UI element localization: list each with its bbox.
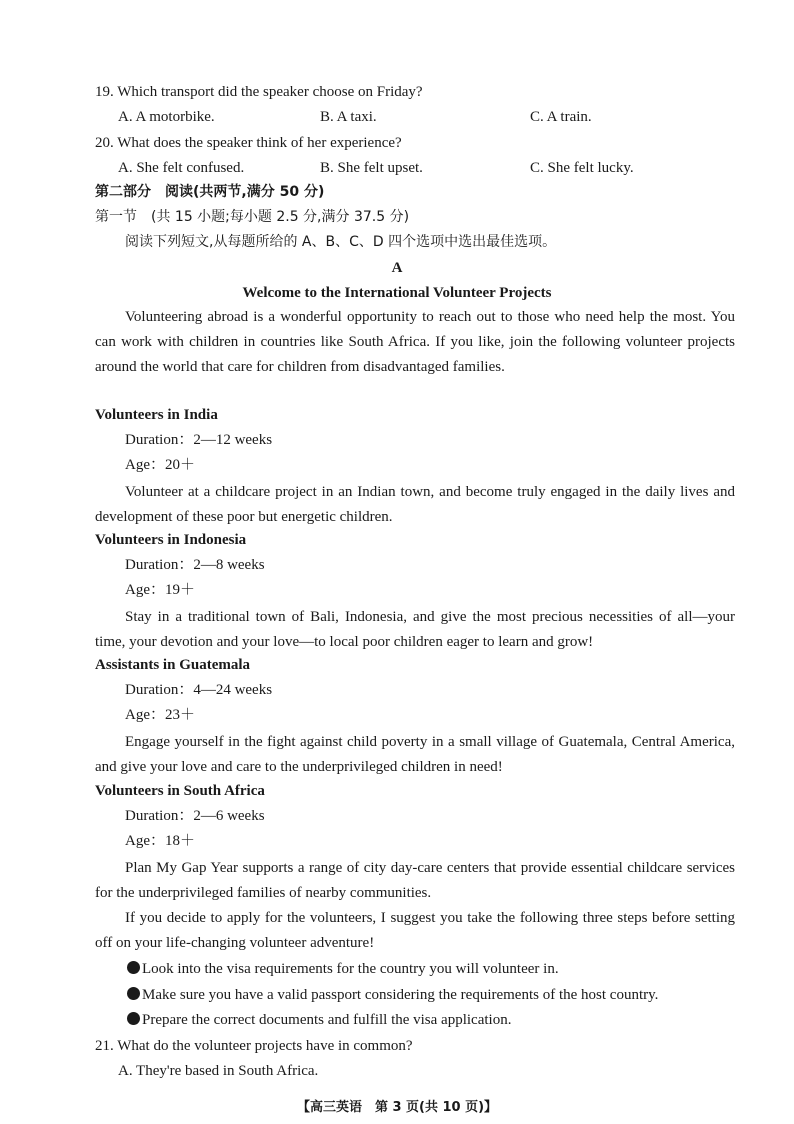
section-part-heading: 第一节 (共 15 小题;每小题 2.5 分,满分 37.5 分): [95, 209, 410, 225]
q20-option-c: C. She felt lucky.: [530, 160, 634, 176]
bullet-icon: [127, 1012, 140, 1025]
step-text: Prepare the correct documents and fulfill the visa application.: [142, 1012, 512, 1028]
project-age: Age：23＋: [125, 707, 195, 723]
step-item: [127, 1010, 511, 1030]
project-description: Engage yourself in the fight against child poverty in a small village of Guatemala, Central America, and give your love and care to the underprivileged children in need!: [95, 734, 735, 775]
project-name: Assistants in Guatemala: [95, 657, 251, 673]
section-heading: 第二部分 阅读(共两节,满分 50 分): [95, 184, 325, 200]
question-20: 20. What does the speaker think of her experience?: [95, 135, 402, 151]
passage-title: Welcome to the International Volunteer Projects: [242, 285, 552, 301]
step-item: [127, 985, 658, 1005]
project-name: Volunteers in South Africa: [95, 783, 265, 799]
project-duration: Duration：2—12 weeks: [125, 432, 273, 448]
project-description: Stay in a traditional town of Bali, Indonesia, and give the most precious necessities of all—your time, your devotion and your love—to local poor children eager to learn and grow!: [95, 609, 735, 650]
project-duration: Duration：4—24 weeks: [125, 682, 273, 698]
page-footer: 【高三英语 第 3 页(共 10 页)】: [296, 1100, 498, 1115]
project-name: Volunteers in Indonesia: [95, 532, 247, 548]
q20-option-a: A. She felt confused.: [118, 160, 245, 176]
project-name: Volunteers in India: [95, 407, 218, 423]
project-duration: Duration：2—8 weeks: [125, 557, 265, 573]
project-age: Age：20＋: [125, 457, 195, 473]
passage-intro: Volunteering abroad is a wonderful opportunity to reach out to those who need help the most. You can work with children in countries like South Africa. If you like, join the following volunteer projects around the world that care for children from disadvantaged families.: [95, 309, 735, 375]
bullet-icon: [127, 987, 140, 1000]
project-age: Age：19＋: [125, 582, 195, 598]
question-21: 21. What do the volunteer projects have in common?: [95, 1038, 413, 1054]
step-item: [127, 959, 559, 979]
question-19: 19. Which transport did the speaker choose on Friday?: [95, 84, 423, 100]
advice-paragraph: If you decide to apply for the volunteers, I suggest you take the following three steps before setting off on your life-changing volunteer adventure!: [95, 910, 735, 951]
project-duration: Duration：2—6 weeks: [125, 808, 265, 824]
step-text: Make sure you have a valid passport considering the requirements of the host country.: [142, 987, 659, 1003]
passage-letter: A: [391, 260, 403, 276]
q19-option-c: C. A train.: [530, 109, 592, 125]
step-text: Look into the visa requirements for the country you will volunteer in.: [142, 961, 559, 977]
project-description: Plan My Gap Year supports a range of city day-care centers that provide essential childcare services for the underprivileged families of nearby communities.: [95, 860, 735, 901]
bullet-icon: [127, 961, 140, 974]
q21-option-a: A. They're based in South Africa.: [118, 1063, 319, 1079]
q20-option-b: B. She felt upset.: [320, 160, 423, 176]
section-instruction: 阅读下列短文,从每题所给的 A、B、C、D 四个选项中选出最佳选项。: [125, 234, 557, 250]
project-description: Volunteer at a childcare project in an Indian town, and become truly engaged in the daily lives and development of these poor but energetic children.: [95, 484, 735, 525]
project-age: Age：18＋: [125, 833, 195, 849]
q19-option-a: A. A motorbike.: [118, 109, 215, 125]
q19-option-b: B. A taxi.: [320, 109, 377, 125]
